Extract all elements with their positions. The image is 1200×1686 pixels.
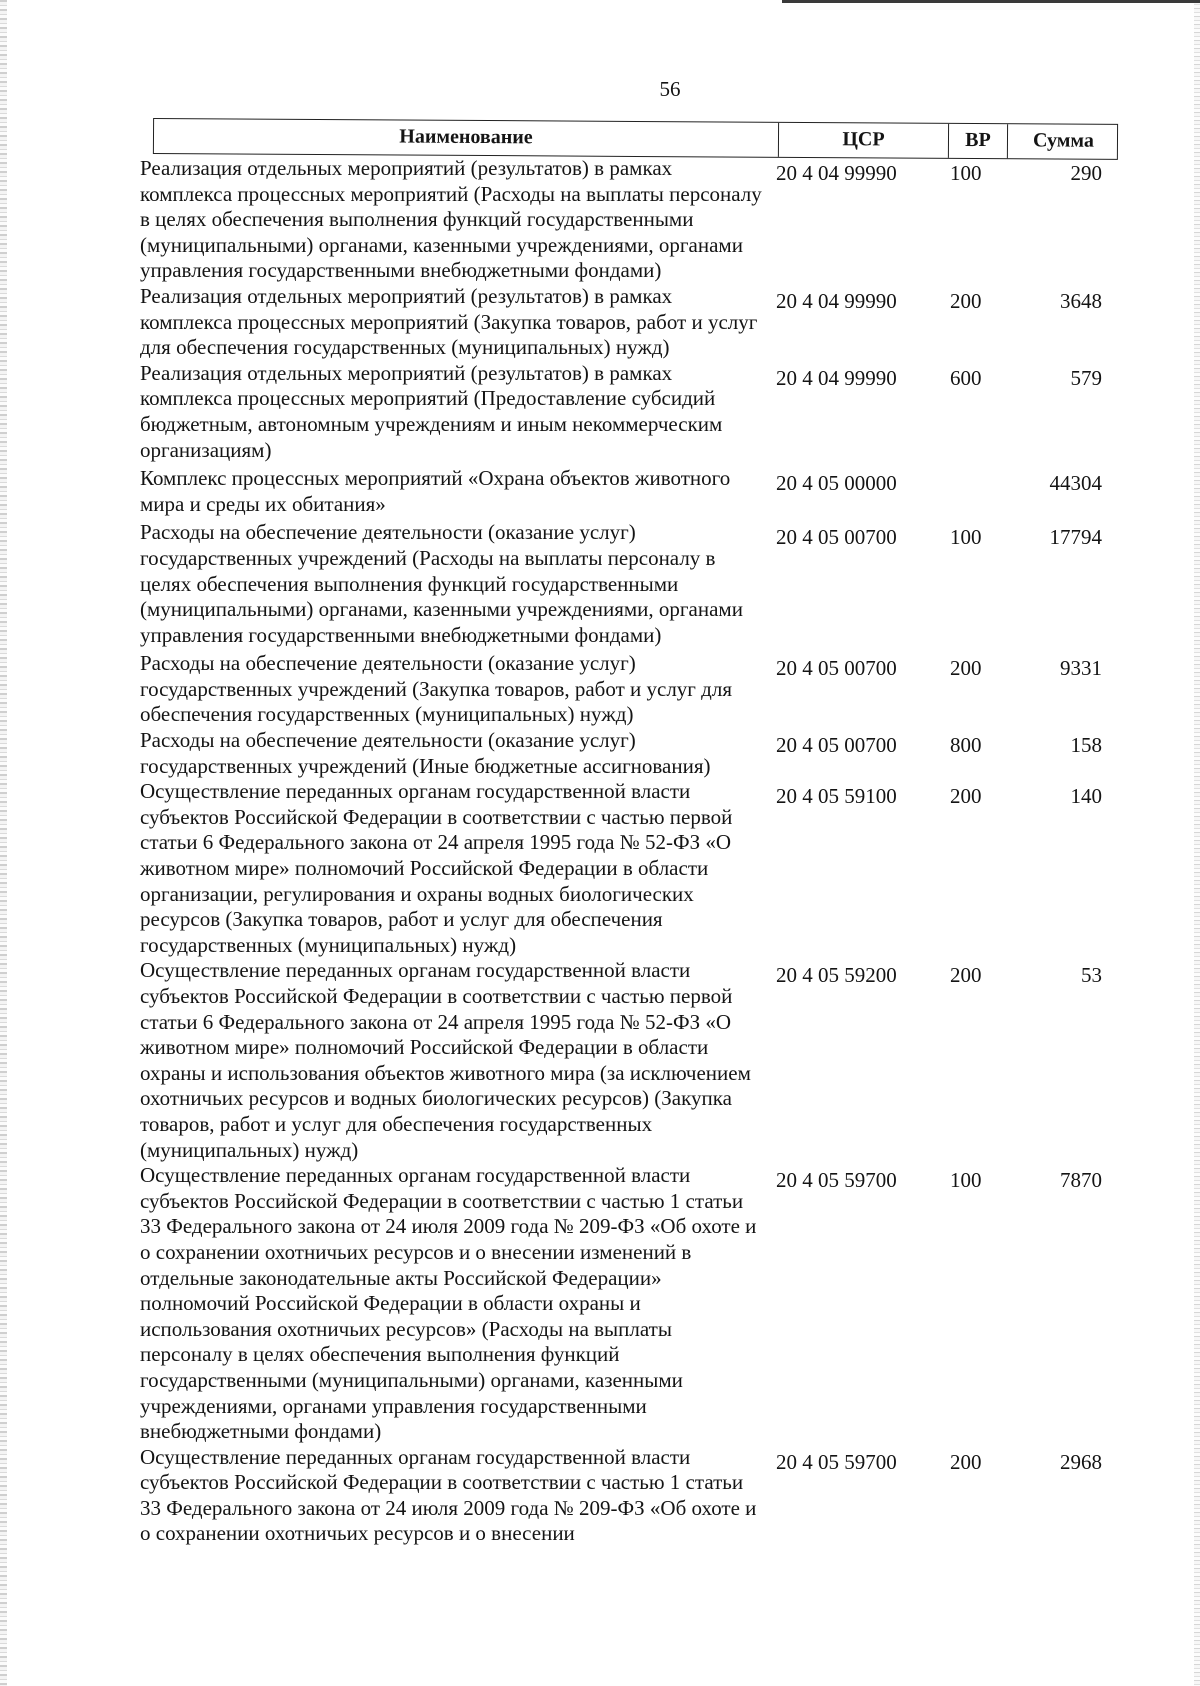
row-sum: 17794 — [1049, 525, 1102, 550]
row-sum: 140 — [1070, 784, 1102, 809]
row-name: Осуществление переданных органам государственной власти субъектов Российской Федерации в соответствии с частью первой статьи 6 Федерального закона от 24 апреля 1995 года № 52-ФЗ «О животном мире» полномочий Российской Федерации в области организации, регулирования и охраны водных биологических ресурсов (Закупка товаров, работ и услуг для обеспечения государственных (муниципальных) нужд) — [140, 779, 733, 957]
row-name: Расходы на обеспечение деятельности (оказание услуг) государственных учреждений (Расходы на выплаты персоналу в целях обеспечения выполнения функций государственными (муниципальными) органами, казенными учреждениями, органами управления государственными внебюджетными фондами) — [140, 520, 743, 647]
table-row — [140, 1445, 1118, 1547]
row-vr: 600 — [950, 365, 982, 390]
row-csr: 20 4 05 00000 — [776, 471, 897, 496]
row-name: Реализация отдельных мероприятий (результатов) в рамках комплекса процессных мероприятий (Расходы на выплаты персоналу в целях обеспечения выполнения функций государственными (муниципальными) органами, казенными учреждениями, органами управления государственными внебюджетными фондами) — [140, 156, 762, 283]
row-csr: 20 4 04 99990 — [776, 288, 897, 313]
header-csr: ЦСР — [778, 123, 948, 158]
row-sum: 3648 — [1060, 288, 1102, 313]
row-sum: 7870 — [1060, 1168, 1102, 1193]
row-name: Расходы на обеспечение деятельности (оказание услуг) государственных учреждений (Иные бюджетные ассигнования) — [140, 728, 711, 778]
row-vr: 800 — [950, 733, 982, 758]
page-number: 56 — [659, 77, 681, 101]
row-csr: 20 4 05 59100 — [776, 784, 897, 809]
row-vr: 100 — [950, 161, 982, 185]
row-name: Реализация отдельных мероприятий (результатов) в рамках комплекса процессных мероприятий (Предоставление субсидий бюджетным, автономным учреждениям и иным некоммерческим организациям) — [140, 360, 723, 462]
table-body — [140, 156, 1118, 1547]
row-name: Комплекс процессных мероприятий «Охрана объектов животного мира и среды их обитания» — [140, 466, 731, 516]
row-name: Расходы на обеспечение деятельности (оказание услуг) государственных учреждений (Закупка товаров, работ и услуг для обеспечения государственных (муниципальных) нужд) — [140, 651, 732, 727]
row-csr: 20 4 04 99990 — [776, 365, 897, 390]
table-row — [140, 958, 1118, 1163]
table-row — [140, 520, 1118, 648]
row-vr: 100 — [950, 525, 982, 550]
row-csr: 20 4 05 00700 — [776, 525, 897, 550]
scan-right-edge — [1194, 0, 1200, 1686]
header-sum: Сумма — [1007, 124, 1119, 159]
scan-top-rule — [782, 0, 1200, 3]
row-sum: 44304 — [1049, 471, 1102, 496]
row-name: Осуществление переданных органам государственной власти субъектов Российской Федерации в соответствии с частью первой статьи 6 Федерального закона от 24 апреля 1995 года № 52-ФЗ «О животном мире» полномочий Российской Федерации в области охраны и использования объектов животного мира (за исключением охотничьих ресурсов и водных биологических ресурсов) (Закупка товаров, работ и услуг для обеспечения государственных (муниципальных) нужд) — [140, 958, 751, 1162]
row-vr — [944, 466, 1002, 471]
table-row — [140, 1163, 1118, 1445]
header-vr: ВР — [948, 124, 1007, 158]
row-sum: 579 — [1070, 365, 1102, 390]
budget-table — [140, 118, 1118, 1547]
header-name: Наименование — [399, 125, 533, 149]
row-sum: 290 — [1070, 161, 1102, 185]
row-vr: 200 — [950, 288, 982, 313]
row-vr: 200 — [950, 656, 982, 681]
row-vr: 200 — [950, 784, 982, 809]
row-csr: 20 4 04 99990 — [776, 161, 897, 185]
row-sum: 158 — [1070, 733, 1102, 758]
table-row — [140, 728, 1118, 779]
row-csr: 20 4 05 59200 — [776, 963, 897, 988]
row-csr: 20 4 05 00700 — [776, 733, 897, 758]
row-name: Осуществление переданных органам государственной власти субъектов Российской Федерации в соответствии с частью 1 статьи 33 Федерального закона от 24 июля 2009 года № 209-ФЗ «Об охоте и о сохранении охотничьих ресурсов и о внесении — [140, 1444, 757, 1546]
table-row — [140, 651, 1118, 728]
row-csr: 20 4 05 00700 — [776, 656, 897, 681]
row-vr: 200 — [950, 1449, 982, 1474]
table-row — [140, 156, 1118, 284]
row-name: Осуществление переданных органам государственной власти субъектов Российской Федерации в соответствии с частью 1 статьи 33 Федерального закона от 24 июля 2009 года № 209-ФЗ «Об охоте и о сохранении охотничьих ресурсов и о внесении изменений в отдельные законодательные акты Российской Федерации» полномочий Российской Федерации в области охраны и использования охотничьих ресурсов» (Расходы на выплаты персоналу в целях обеспечения выполнения функций государственными (муниципальными) органами, казенными учреждениями, органами управления государственными внебюджетными фондами) — [140, 1163, 757, 1444]
row-vr: 100 — [950, 1168, 982, 1193]
table-row — [140, 466, 1118, 517]
row-sum: 9331 — [1060, 656, 1102, 681]
row-vr: 200 — [950, 963, 982, 988]
table-row — [140, 779, 1118, 958]
scan-left-edge — [0, 0, 7, 1686]
row-sum: 53 — [1081, 963, 1102, 988]
table-header — [153, 118, 1118, 160]
row-sum: 2968 — [1060, 1449, 1102, 1474]
row-csr: 20 4 05 59700 — [776, 1168, 897, 1193]
table-row — [140, 361, 1118, 463]
row-name: Реализация отдельных мероприятий (результатов) в рамках комплекса процессных мероприятий (Закупка товаров, работ и услуг для обеспечения государственных (муниципальных) нужд) — [140, 283, 758, 360]
table-row — [140, 284, 1118, 361]
row-csr: 20 4 05 59700 — [776, 1449, 897, 1474]
